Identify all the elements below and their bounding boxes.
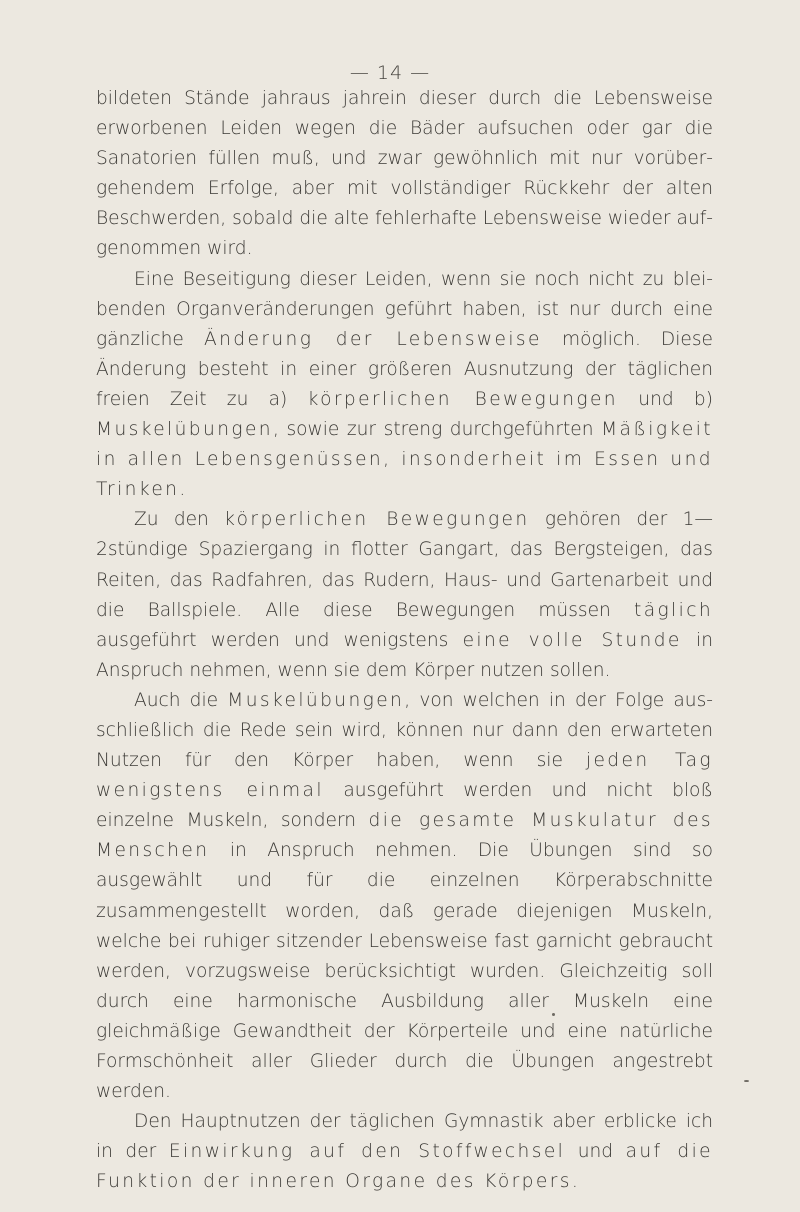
emphasized-text: eine volle Stunde: [462, 629, 682, 651]
emphasized-text: Änderung der Lebensweise: [203, 328, 542, 350]
paragraph-text: ausgeführt werden und wenigstens: [96, 629, 463, 651]
emphasized-text: Muskelübungen: [96, 419, 273, 441]
paragraph-text: in Anspruch nehmen. Die Übungen sind so ausgewählt und für die einzelnen Körperabschnitte zusammengestellt worden, daß gerade diejenigen Muskeln, welche bei ruhiger sitzender Lebensweise fast garnicht gebraucht werden, vorzugsweise berücksichtigt wurden. Gleichzeitig soll durch eine harmonische Ausbildung aller Muskeln eine gleichmäßige Gewandtheit der Körperteile und eine natürliche Formschönheit aller Glieder durch die Übungen angestrebt werden.: [96, 840, 713, 1103]
paragraph-text: bildeten Stände jahraus jahrein dieser durch die Lebensweise erworbenen Leiden wegen die Bäder aufsuchen oder gar die Sanatorien füllen muß, und zwar gewöhnlich mit nur vorübergehendem Erfolge, aber mit vollständiger Rückkehr der alten Beschwerden, sobald die alte fehlerhafte Lebensweise wieder aufgenommen wird.: [96, 88, 713, 260]
paragraph-4: [96, 686, 713, 1107]
emphasized-text: auf die Funktion der inneren Organe des Körpers: [96, 1141, 713, 1193]
paragraph-text: in Anspruch nehmen, wenn sie dem Körper nutzen sollen.: [96, 629, 713, 681]
emphasized-text: Einwirkung auf den Stoffwechsel: [168, 1141, 566, 1163]
paragraph-text: .: [571, 1171, 578, 1193]
emphasized-text: Mäßigkeit in allen Lebensgenüssen, insonderheit im Essen und Trinken: [96, 419, 713, 501]
emphasized-text: die gesamte Muskulatur des Menschen: [96, 810, 713, 862]
paragraph-text: , von welchen in der Folge ausschließlich die Rede sein wird, können nur dann den erwarteten Nutzen für den Körper haben, wenn sie: [96, 689, 713, 772]
paragraph-3: [96, 505, 713, 686]
paper-speck: [744, 1080, 749, 1082]
page-number: — 14 —: [349, 62, 431, 84]
paragraph-text: .: [179, 479, 186, 501]
paragraph-text: und: [565, 1141, 626, 1163]
paragraph-text: Auch die: [134, 689, 228, 711]
paragraph-text: Zu den: [134, 509, 225, 531]
emphasized-text: Muskelübungen: [227, 689, 405, 711]
paragraph-text: Den Hauptnutzen der täglichen Gymnastik aber erblicke ich in der: [96, 1111, 713, 1163]
paragraph-text: gehören der 1—2stündige Spaziergang in flotter Gangart, das Bergsteigen, das Reiten, das Radfahren, das Rudern, Haus- und Gartenarbeit und die Ballspiele. Alle diese Bewegungen müssen: [96, 509, 714, 621]
paper-speck: [552, 1013, 555, 1016]
paragraph-text: und b): [618, 388, 713, 410]
paragraph-text: möglich. Diese Änderung besteht in einer größeren Ausnutzung der täglichen freien Zeit zu a): [96, 328, 713, 410]
paragraph-text: ausgeführt werden und nicht bloß einzelne Muskeln, sondern: [96, 780, 713, 832]
paragraph-2: [96, 265, 713, 506]
emphasized-text: jeden Tag wenigstens einmal: [96, 750, 713, 802]
emphasized-text: körperlichen Bewegungen: [224, 509, 530, 531]
body-text: [96, 84, 713, 1197]
emphasized-text: körperlichen Bewegungen: [307, 388, 618, 410]
emphasized-text: täglich: [634, 599, 713, 621]
paragraph-5: [96, 1107, 713, 1197]
paragraph-text: , sowie zur streng durchgeführten: [272, 419, 602, 441]
paragraph-1: [96, 84, 713, 265]
paragraph-text: Eine Beseitigung dieser Leiden, wenn sie noch nicht zu bleibenden Organveränderungen geführt haben, ist nur durch eine gänzliche: [96, 268, 713, 350]
